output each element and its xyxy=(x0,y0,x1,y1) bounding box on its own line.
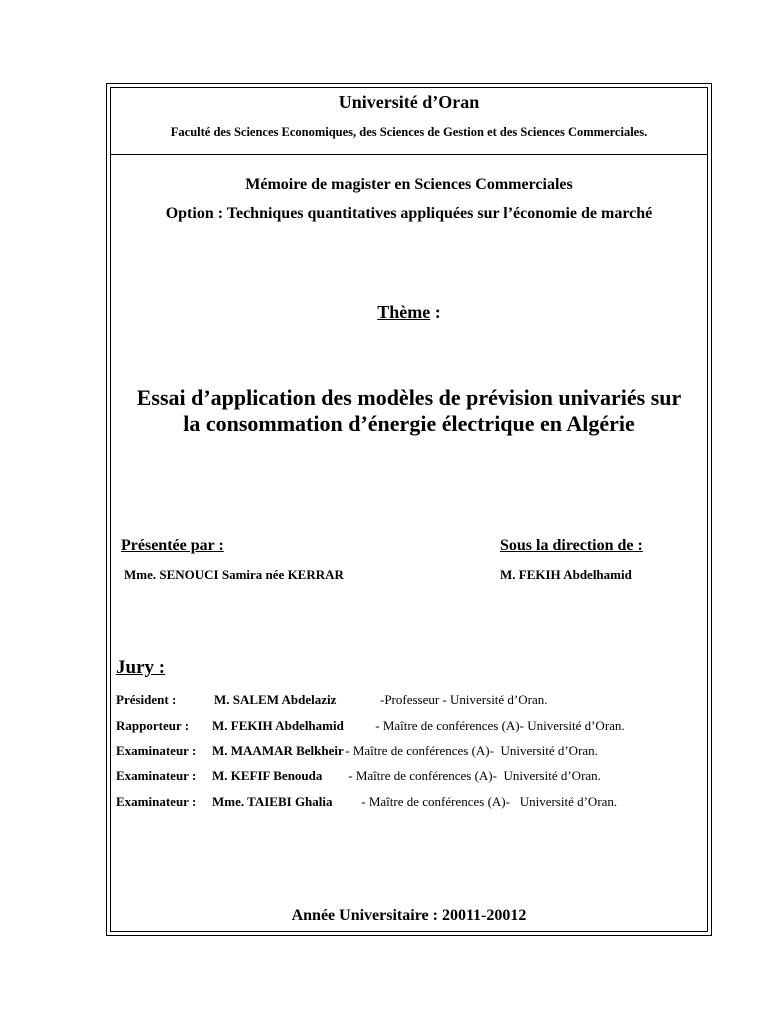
jury-title: -Professeur - Université d’Oran. xyxy=(380,692,548,707)
direction-name: M. FEKIH Abdelhamid xyxy=(500,567,632,582)
jury-name: M. KEFIF Benouda xyxy=(212,768,323,783)
jury-name: Mme. TAIEBI Ghalia xyxy=(212,794,333,809)
jury-title: - Maître de conférences (A)- Université d’Oran. xyxy=(372,718,625,733)
jury-title: - Maître de conférences (A)- Université d’Oran. xyxy=(342,743,598,758)
jury-name: M. SALEM Abdelaziz xyxy=(214,692,337,707)
jury-heading: Jury : xyxy=(116,657,166,678)
jury-title: - Maître de conférences (A)- Université d’Oran. xyxy=(345,768,601,783)
faculty-name: Faculté des Sciences Economiques, des Sciences de Gestion et des Sciences Commerciales. xyxy=(170,125,648,139)
academic-year: Année Universitaire : 20011-20012 xyxy=(291,907,527,924)
presented-by-name: Mme. SENOUCI Samira née KERRAR xyxy=(124,567,344,582)
jury-name: M. FEKIH Abdelhamid xyxy=(212,718,344,733)
jury-name: M. MAAMAR Belkheir xyxy=(212,743,344,758)
jury-role: Président : xyxy=(116,692,177,707)
university-name: Université d’Oran xyxy=(338,92,480,112)
theme-label: Thème xyxy=(377,302,431,322)
jury-role: Rapporteur : xyxy=(116,718,190,733)
option-line: Option : Techniques quantitatives appliquées sur l’économie de marché xyxy=(165,205,653,222)
direction-label: Sous la direction de : xyxy=(500,537,643,554)
header-divider xyxy=(110,154,708,155)
thesis-title-line-2: la consommation d’énergie électrique en Algérie xyxy=(183,411,635,436)
memoire-title: Mémoire de magister en Sciences Commerciales xyxy=(245,176,573,193)
thesis-title-line-1: Essai d’application des modèles de prévision univariés sur xyxy=(136,385,682,410)
jury-title: - Maître de conférences (A)- Université d’Oran. xyxy=(358,794,618,809)
jury-role: Examinateur : xyxy=(116,743,197,758)
theme-heading xyxy=(110,302,708,323)
theme-colon: : xyxy=(430,302,441,322)
jury-role: Examinateur : xyxy=(116,794,197,809)
jury-role: Examinateur : xyxy=(116,768,197,783)
presented-by-label: Présentée par : xyxy=(121,537,224,554)
